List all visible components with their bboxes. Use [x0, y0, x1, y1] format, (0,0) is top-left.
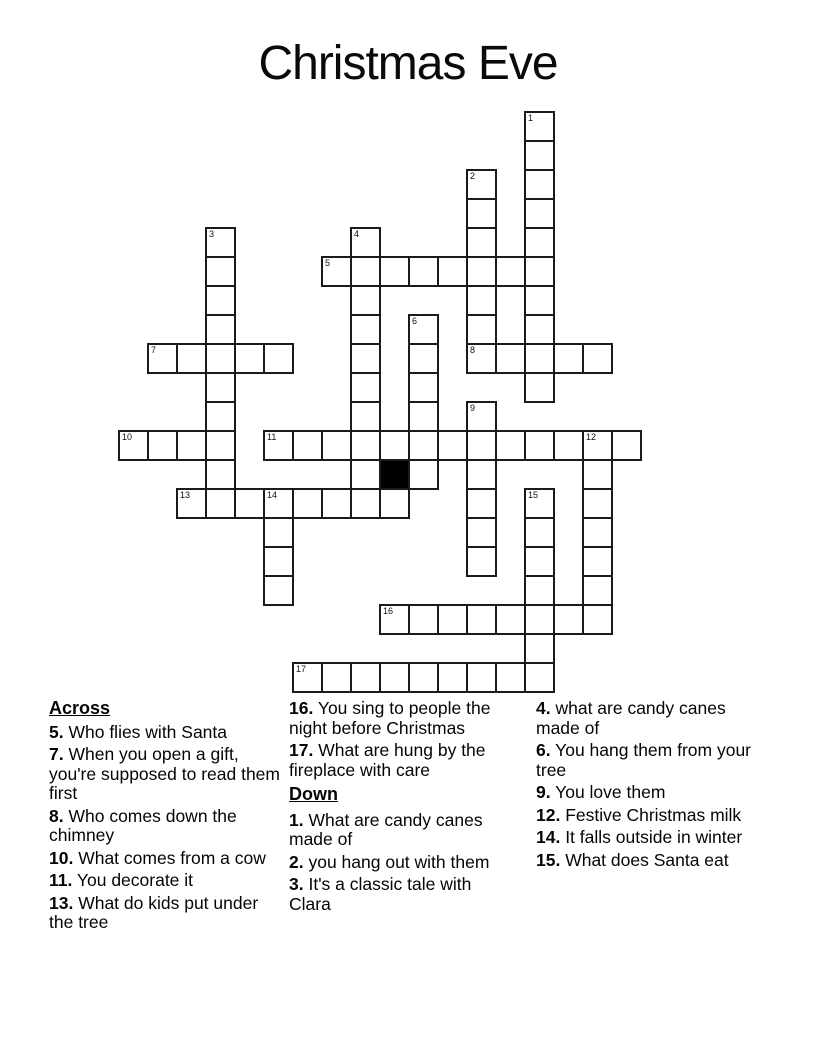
clue-number: 3.	[289, 874, 304, 894]
grid-cell	[408, 401, 439, 432]
grid-cell	[292, 662, 323, 693]
grid-cell	[350, 372, 381, 403]
clue-item-1: 1. What are candy canes made of	[289, 809, 483, 849]
grid-cell	[582, 430, 613, 461]
clue-number: 15.	[536, 849, 561, 870]
grid-cell	[495, 343, 526, 374]
grid-cell	[205, 488, 236, 519]
grid-cell	[437, 256, 468, 287]
grid-cell	[234, 343, 265, 374]
clue-number: 4.	[536, 698, 551, 718]
grid-cell	[205, 314, 236, 345]
grid-cell	[495, 604, 526, 635]
clue-number: 7.	[49, 744, 64, 764]
clue-item-13: 13. What do kids put under the tree	[49, 892, 259, 932]
grid-cell	[321, 488, 352, 519]
grid-cell	[582, 488, 613, 519]
clue-number: 11.	[49, 870, 73, 890]
grid-cell	[263, 546, 294, 577]
grid-cell	[147, 430, 178, 461]
clue-number: 13.	[49, 892, 74, 913]
grid-cell	[466, 604, 497, 635]
grid-cell	[437, 430, 468, 461]
grid-cell	[582, 575, 613, 606]
grid-cell	[524, 227, 555, 258]
grid-cell	[263, 517, 294, 548]
grid-cell	[379, 604, 410, 635]
clues-column-left	[49, 699, 286, 936]
clue-item-11: 11. You decorate it	[49, 870, 194, 890]
clue-item-2: 2. you hang out with them	[289, 851, 490, 872]
grid-cell	[205, 343, 236, 374]
grid-cell	[205, 430, 236, 461]
clue-number: 5.	[49, 721, 64, 742]
grid-cell	[350, 401, 381, 432]
grid-cell	[408, 343, 439, 374]
grid-cell	[524, 633, 555, 664]
cell-number: 10	[122, 432, 133, 442]
grid-cell	[553, 343, 584, 374]
grid-cell	[524, 198, 555, 229]
grid-cell	[582, 546, 613, 577]
grid-cell	[205, 227, 236, 258]
grid-cell	[524, 662, 555, 693]
grid-cell	[379, 256, 410, 287]
clue-number: 16.	[289, 698, 314, 718]
grid-cell	[466, 546, 497, 577]
grid-cell	[379, 488, 410, 519]
crossword-grid	[118, 111, 642, 693]
grid-cell	[524, 430, 555, 461]
clues-column-right	[536, 699, 768, 873]
grid-cell	[408, 459, 439, 490]
grid-cell	[495, 256, 526, 287]
clues-heading-across: Across	[49, 698, 111, 718]
grid-cell	[321, 662, 352, 693]
clue-number: 10.	[49, 847, 74, 868]
grid-cell	[466, 285, 497, 316]
grid-cell	[379, 430, 410, 461]
clues-column-middle	[289, 699, 517, 917]
grid-cell	[466, 401, 497, 432]
cell-number: 13	[180, 490, 191, 500]
grid-cell	[176, 430, 207, 461]
grid-cell	[263, 488, 294, 519]
grid-cell	[408, 662, 439, 693]
clue-number: 1.	[289, 809, 304, 830]
grid-cell	[524, 343, 555, 374]
grid-cell	[582, 343, 613, 374]
clue-item-5: 5. Who flies with Santa	[49, 721, 228, 742]
cell-number: 16	[383, 606, 394, 616]
clue-number: 6.	[536, 740, 551, 760]
grid-cell	[118, 430, 149, 461]
grid-cell	[582, 604, 613, 635]
clue-item-3: 3. It's a classic tale with Clara	[289, 874, 472, 914]
grid-cell	[350, 314, 381, 345]
cell-number: 3	[209, 229, 215, 239]
grid-cell	[350, 227, 381, 258]
grid-cell	[524, 604, 555, 635]
grid-cell	[466, 256, 497, 287]
grid-cell	[524, 256, 555, 287]
grid-cell	[408, 604, 439, 635]
clue-number: 2.	[289, 851, 304, 872]
grid-cell	[408, 314, 439, 345]
clue-item-4: 4. what are candy canes made of	[536, 698, 726, 738]
page-title: Christmas Eve	[258, 37, 558, 90]
grid-cell	[350, 343, 381, 374]
grid-cell	[205, 256, 236, 287]
clue-item-12: 12. Festive Christmas milk	[536, 804, 742, 825]
grid-cell	[292, 430, 323, 461]
cell-number: 4	[354, 229, 360, 239]
grid-cell	[205, 401, 236, 432]
clue-item-14: 14. It falls outside in winter	[536, 827, 743, 847]
clue-item-9: 9. You love them	[536, 782, 666, 802]
grid-cell	[437, 604, 468, 635]
grid-cell	[350, 430, 381, 461]
clues-heading-down: Down	[289, 784, 338, 804]
clue-item-6: 6. You hang them from your tree	[536, 740, 752, 780]
clue-number: 9.	[536, 782, 551, 802]
clue-item-10: 10. What comes from a cow	[49, 847, 266, 868]
grid-cell	[292, 488, 323, 519]
grid-cell	[524, 314, 555, 345]
cell-number: 8	[470, 345, 476, 355]
grid-cell	[321, 430, 352, 461]
grid-cell	[263, 575, 294, 606]
clue-number: 8.	[49, 805, 64, 826]
grid-cell	[524, 169, 555, 200]
grid-cell	[553, 430, 584, 461]
grid-cell	[553, 604, 584, 635]
grid-cell	[466, 343, 497, 374]
grid-cell	[350, 662, 381, 693]
grid-cell	[176, 343, 207, 374]
grid-cell	[234, 488, 265, 519]
clue-item-8: 8. Who comes down the chimney	[49, 805, 237, 845]
grid-cell	[408, 372, 439, 403]
clue-item-16: 16. You sing to people the night before Christmas	[289, 698, 491, 738]
grid-cell	[379, 662, 410, 693]
grid-cell	[466, 662, 497, 693]
grid-cell	[466, 198, 497, 229]
grid-cell	[147, 343, 178, 374]
grid-cell	[495, 430, 526, 461]
grid-cell	[495, 662, 526, 693]
grid-cell	[408, 430, 439, 461]
grid-cell	[524, 546, 555, 577]
grid-cell	[524, 285, 555, 316]
grid-cell	[524, 517, 555, 548]
cell-number: 14	[267, 490, 278, 500]
grid-cell	[524, 488, 555, 519]
grid-cell	[524, 372, 555, 403]
cell-number: 6	[412, 316, 418, 326]
cell-number: 11	[267, 432, 277, 442]
cell-number: 12	[586, 432, 597, 442]
clue-item-17: 17. What are hung by the fireplace with care	[289, 740, 486, 780]
grid-cell	[466, 517, 497, 548]
cell-number: 17	[296, 664, 307, 674]
cell-number: 9	[470, 403, 476, 413]
grid-cell	[205, 459, 236, 490]
clue-number: 12.	[536, 804, 561, 825]
grid-cell	[205, 285, 236, 316]
grid-cell	[350, 488, 381, 519]
grid-cell	[263, 343, 294, 374]
clue-number: 17.	[289, 740, 314, 760]
grid-cell	[350, 256, 381, 287]
clue-item-15: 15. What does Santa eat	[536, 849, 729, 870]
grid-cell	[524, 111, 555, 142]
grid-cell	[321, 256, 352, 287]
clue-number: 14.	[536, 827, 561, 847]
clue-item-7: 7. When you open a gift, you're supposed to read them first	[49, 744, 280, 803]
cell-number: 2	[470, 171, 476, 181]
grid-cell	[466, 488, 497, 519]
grid-cell	[582, 459, 613, 490]
grid-cell	[466, 227, 497, 258]
cell-number: 7	[151, 345, 157, 355]
grid-cell	[263, 430, 294, 461]
grid-cell	[437, 662, 468, 693]
black-cell	[379, 459, 410, 490]
grid-cell	[611, 430, 642, 461]
cell-number: 1	[528, 113, 534, 123]
grid-cell	[466, 314, 497, 345]
grid-cell	[408, 256, 439, 287]
grid-cell	[466, 430, 497, 461]
grid-cell	[524, 140, 555, 171]
grid-cell	[524, 575, 555, 606]
grid-cell	[205, 372, 236, 403]
cell-number: 5	[325, 258, 331, 268]
grid-cell	[466, 459, 497, 490]
grid-cell	[466, 169, 497, 200]
cell-number: 15	[528, 490, 539, 500]
grid-cell	[176, 488, 207, 519]
grid-cell	[350, 285, 381, 316]
grid-cell	[582, 517, 613, 548]
grid-cell	[350, 459, 381, 490]
